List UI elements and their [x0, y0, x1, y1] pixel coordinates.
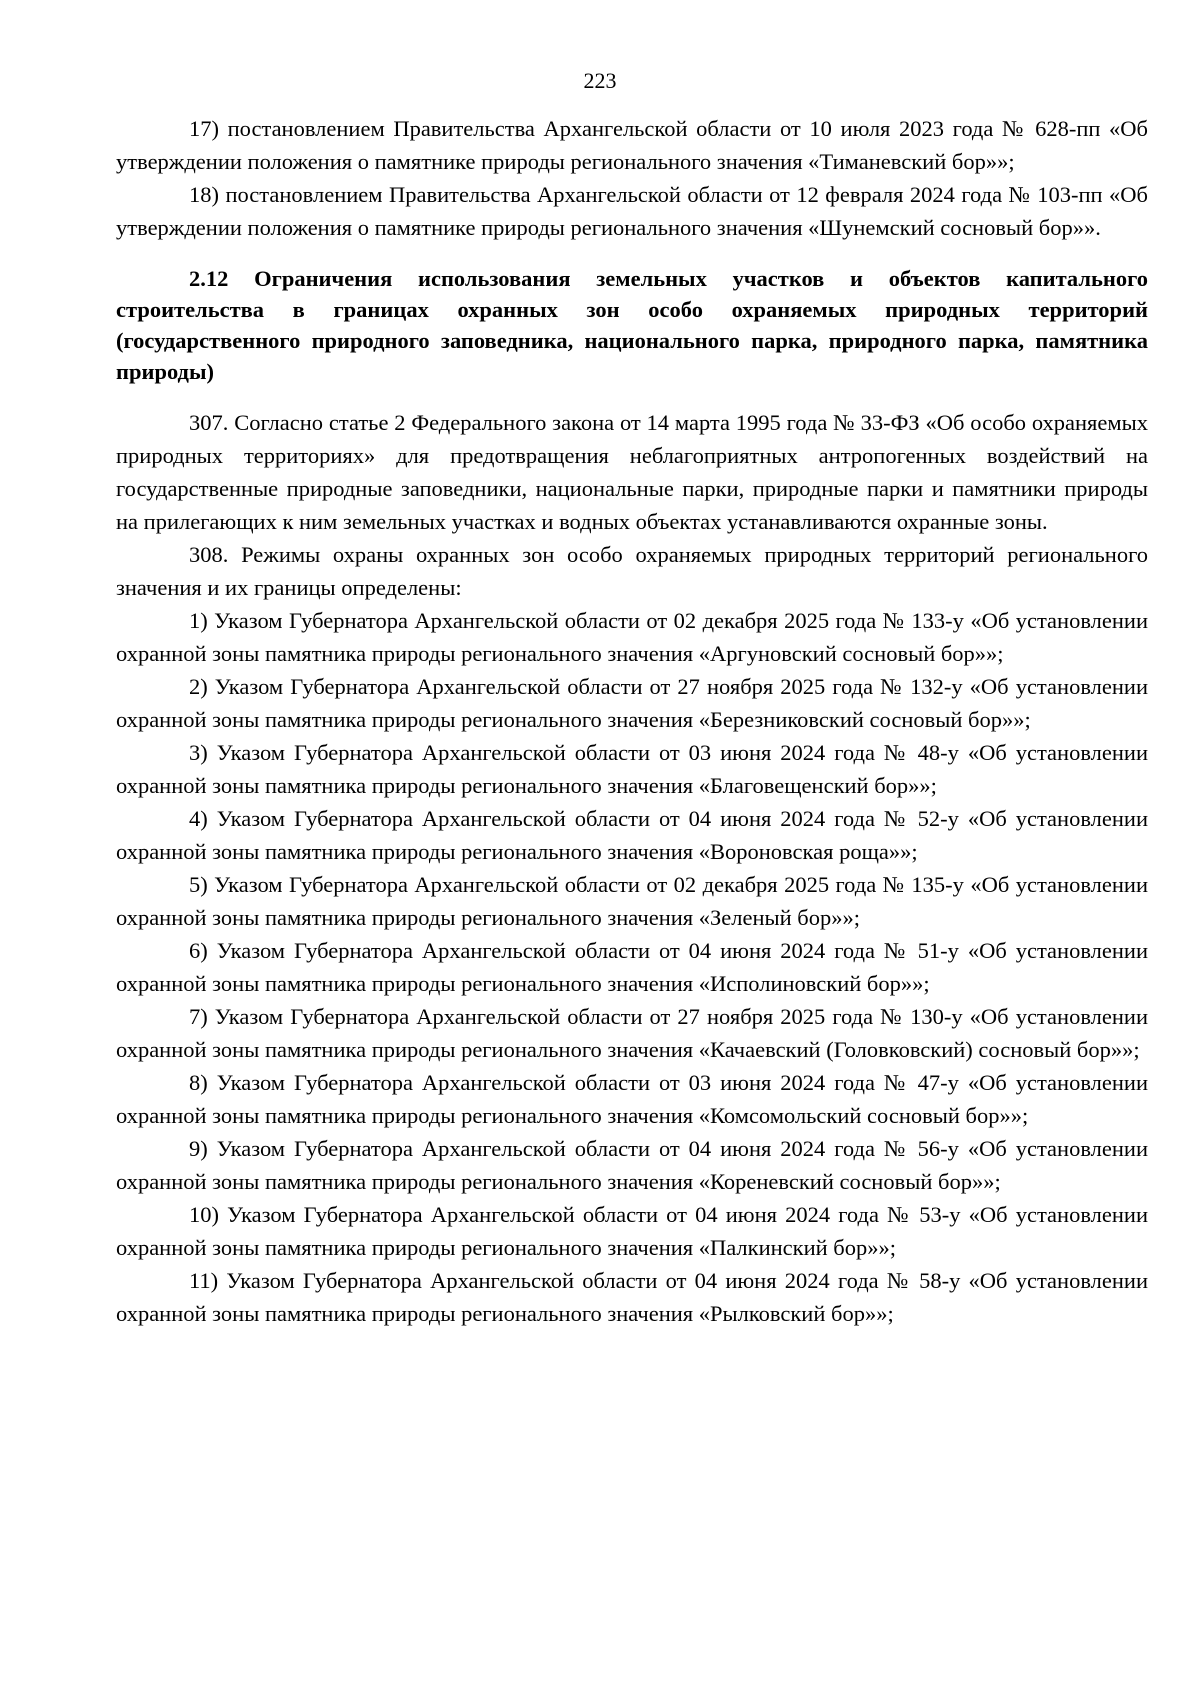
decree-item-2: 2) Указом Губернатора Архангельской области от 27 ноября 2025 года № 132-у «Об установлении охранной зоны памятника природы регионального значения «Березниковский сосновый бор»»;	[116, 674, 1148, 732]
decree-item-7: 7) Указом Губернатора Архангельской области от 27 ноября 2025 года № 130-у «Об установлении охранной зоны памятника природы регионального значения «Качаевский (Головковский) сосновый бор»»;	[116, 1004, 1148, 1062]
decree-item-8: 8) Указом Губернатора Архангельской области от 03 июня 2024 года № 47-у «Об установлении охранной зоны памятника природы регионального значения «Комсомольский сосновый бор»»;	[116, 1070, 1148, 1128]
decree-item-1: 1) Указом Губернатора Архангельской области от 02 декабря 2025 года № 133-у «Об установлении охранной зоны памятника природы регионального значения «Аргуновский сосновый бор»»;	[116, 608, 1148, 666]
decree-item-10: 10) Указом Губернатора Архангельской области от 04 июня 2024 года № 53-у «Об установлении охранной зоны памятника природы регионального значения «Палкинский бор»»;	[116, 1202, 1148, 1260]
list-item-18: 18) постановлением Правительства Архангельской области от 12 февраля 2024 года № 103-пп «Об утверждении положения о памятнике природы регионального значения «Шунемский сосновый бор»».	[116, 182, 1148, 240]
decree-item-9: 9) Указом Губернатора Архангельской области от 04 июня 2024 года № 56-у «Об установлении охранной зоны памятника природы регионального значения «Кореневский сосновый бор»»;	[116, 1136, 1148, 1194]
decree-item-11: 11) Указом Губернатора Архангельской области от 04 июня 2024 года № 58-у «Об установлении охранной зоны памятника природы регионального значения «Рылковский бор»»;	[116, 1268, 1148, 1326]
decree-item-5: 5) Указом Губернатора Архангельской области от 02 декабря 2025 года № 135-у «Об установлении охранной зоны памятника природы регионального значения «Зеленый бор»»;	[116, 872, 1148, 930]
paragraph-307: 307. Согласно статье 2 Федерального закона от 14 марта 1995 года № 33-ФЗ «Об особо охраняемых природных территориях» для предотвращения неблагоприятных антропогенных воздействий на государственные природные заповедники, национальные парки, природные парки и памятники природы на прилегающих к ним земельных участках и водных объектах устанавливаются охранные зоны.	[116, 410, 1148, 534]
page-number: 223	[583, 68, 617, 93]
section-heading: 2.12 Ограничения использования земельных участков и объектов капитального строительства в границах охранных зон особо охраняемых природных территорий (государственного природного заповедника, национального парка, природного парка, памятника природы)	[116, 266, 1148, 384]
paragraph-308: 308. Режимы охраны охранных зон особо охраняемых природных территорий регионального значения и их границы определены:	[116, 542, 1148, 600]
decree-item-3: 3) Указом Губернатора Архангельской области от 03 июня 2024 года № 48-у «Об установлении охранной зоны памятника природы регионального значения «Благовещенский бор»»;	[116, 740, 1148, 798]
decree-item-4: 4) Указом Губернатора Архангельской области от 04 июня 2024 года № 52-у «Об установлении охранной зоны памятника природы регионального значения «Вороновская роща»»;	[116, 806, 1148, 864]
document-body	[116, 112, 1148, 1330]
decree-item-6: 6) Указом Губернатора Архангельской области от 04 июня 2024 года № 51-у «Об установлении охранной зоны памятника природы регионального значения «Исполиновский бор»»;	[116, 938, 1148, 996]
list-item-17: 17) постановлением Правительства Архангельской области от 10 июля 2023 года № 628-пп «Об утверждении положения о памятнике природы регионального значения «Тиманевский бор»»;	[116, 116, 1148, 174]
